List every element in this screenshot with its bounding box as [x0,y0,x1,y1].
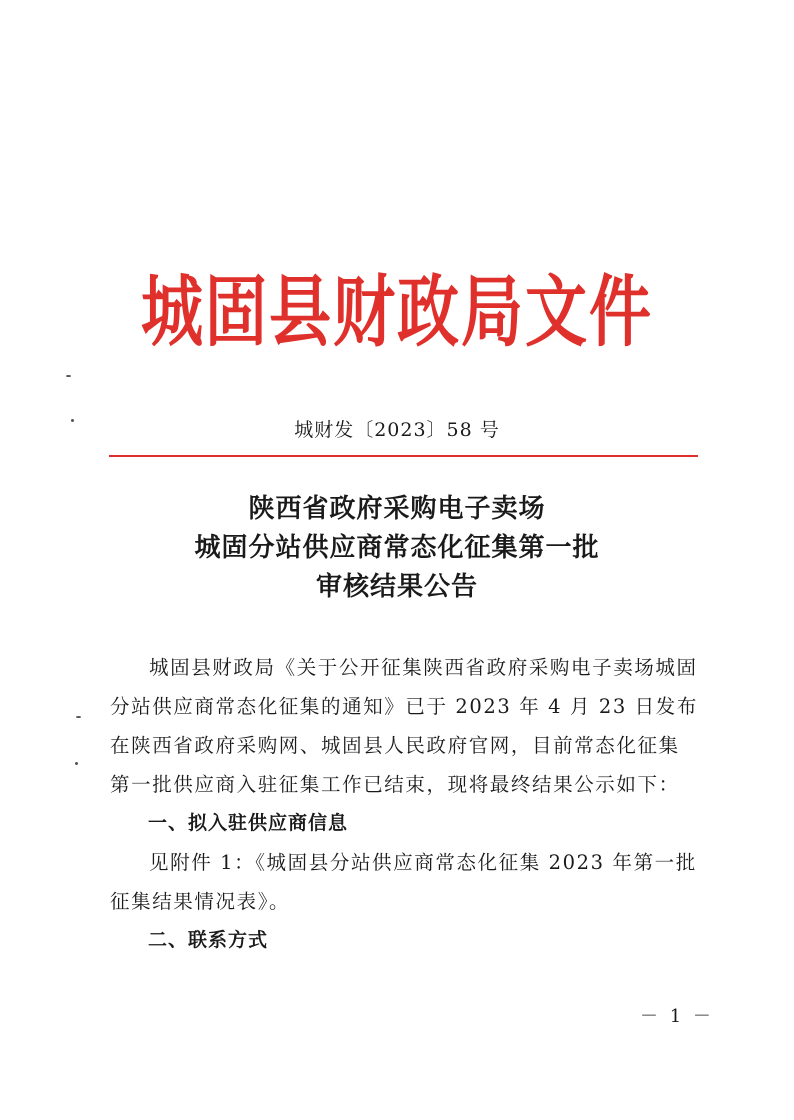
scan-speck [76,716,81,718]
section-2-heading: 二、联系方式 [148,929,269,951]
document-number: 城财发〔2023〕58 号 [294,419,500,441]
scan-speck [71,419,74,422]
notice-title-line-2: 城固分站供应商常态化征集第一批 [194,533,600,563]
red-divider [109,455,698,457]
section-1-paragraph: 见附件 1：《城固县分站供应商常态化征集 2023 年第一批征集结果情况表》。 [110,851,697,913]
scan-speck [75,762,78,765]
scan-speck [66,375,71,377]
section-1-heading: 一、拟入驻供应商信息 [148,812,349,834]
intro-paragraph: 城固县财政局《关于公开征集陕西省政府采购电子卖场城固分站供应商常态化征集的通知》已于 2023 年 4 月 23 日发布在陕西省政府采购网、城固县人民政府官网，目前常态化征集第一批供应商入驻征集工作已结束，现将最终结果公示如下： [110,656,698,796]
page-number: － 1 － [640,1006,714,1027]
notice-title [0,490,794,607]
issuer-header: 城固县财政局文件 [140,265,653,357]
notice-title-line-3: 审核结果公告 [315,572,478,602]
document-body [110,648,700,960]
notice-title-line-1: 陕西省政府采购电子卖场 [248,494,546,524]
